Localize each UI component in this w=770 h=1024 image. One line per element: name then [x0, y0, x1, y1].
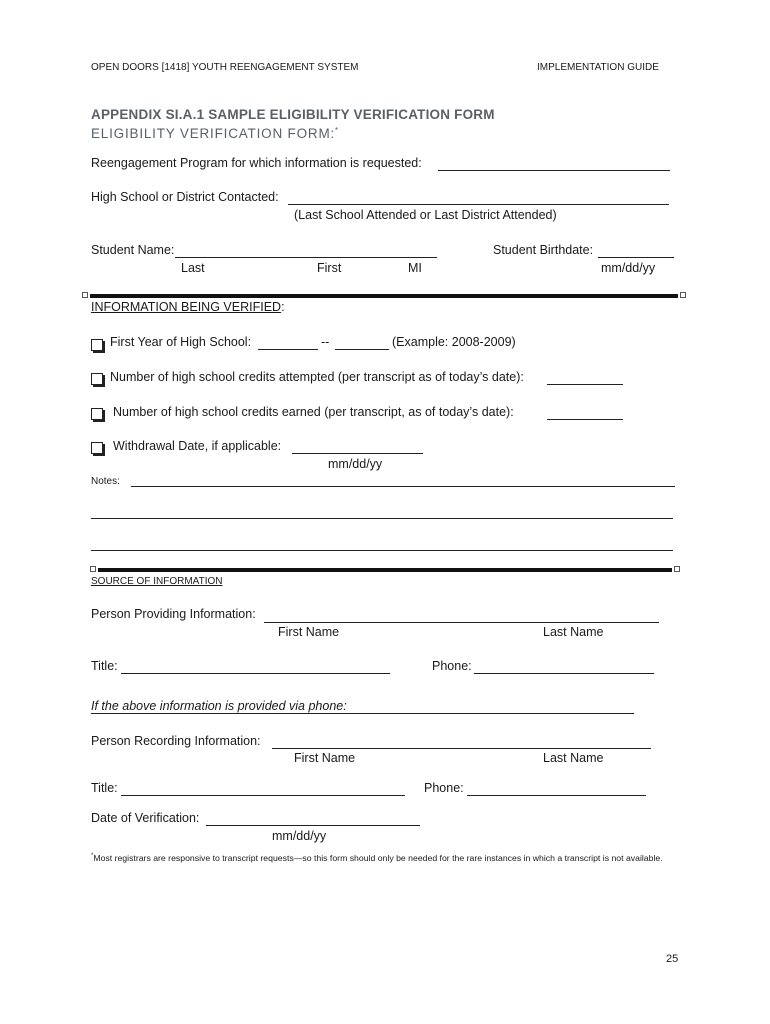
notes-label: Notes: [91, 476, 120, 487]
credits-earned-checkbox[interactable] [91, 408, 103, 420]
verification-date-format: mm/dd/yy [272, 829, 327, 843]
page-number: 25 [666, 953, 679, 965]
first-year-example: (Example: 2008-2009) [392, 335, 516, 349]
recorder-label: Person Recording Information: [91, 734, 261, 748]
name-first-caption: First [317, 261, 342, 275]
name-last-caption: Last [181, 261, 205, 275]
provider-last-caption: Last Name [543, 625, 604, 639]
form-subtitle: ELIGIBILITY VERIFICATION FORM: [91, 126, 336, 142]
credits-attempted-checkbox[interactable] [91, 373, 103, 385]
withdrawal-input[interactable] [292, 453, 423, 454]
provider-label: Person Providing Information: [91, 607, 256, 621]
verification-date-input[interactable] [206, 825, 420, 826]
recorder-phone-label: Phone: [424, 781, 464, 795]
student-name-input[interactable] [175, 257, 437, 258]
phone-note-label: If the above information is provided via phone: [91, 699, 347, 713]
first-year-end-input[interactable] [335, 349, 389, 350]
program-label: Reengagement Program for which information is requested: [91, 156, 422, 170]
section-divider [98, 568, 672, 572]
phone-note-underline [91, 713, 634, 714]
section-divider [90, 294, 678, 298]
withdrawal-checkbox[interactable] [91, 442, 103, 454]
birthdate-format: mm/dd/yy [601, 261, 656, 275]
name-mi-caption: MI [408, 261, 422, 275]
header-left: OPEN DOORS [1418] YOUTH REENGAGEMENT SYSTEM [91, 62, 359, 73]
school-hint: (Last School Attended or Last District Attended) [294, 208, 557, 222]
notes-line-2[interactable] [91, 518, 673, 519]
credits-attempted-label: Number of high school credits attempted (per transcript as of today’s date): [110, 370, 524, 384]
withdrawal-format: mm/dd/yy [328, 457, 383, 471]
first-year-label: First Year of High School: [110, 335, 252, 349]
credits-earned-label: Number of high school credits earned (per transcript, as of today’s date): [113, 405, 514, 419]
recorder-title-input[interactable] [121, 795, 405, 796]
school-input[interactable] [288, 204, 669, 205]
source-heading: SOURCE OF INFORMATION [91, 576, 223, 587]
withdrawal-label: Withdrawal Date, if applicable: [113, 439, 282, 453]
credits-attempted-input[interactable] [547, 384, 623, 385]
header-right: IMPLEMENTATION GUIDE [537, 62, 659, 73]
first-year-start-input[interactable] [258, 349, 318, 350]
recorder-title-label: Title: [91, 781, 118, 795]
verified-heading-colon: : [281, 300, 285, 314]
recorder-last-caption: Last Name [543, 751, 604, 765]
footnote [91, 850, 671, 865]
recorder-phone-input[interactable] [467, 795, 646, 796]
birthdate-input[interactable] [598, 257, 674, 258]
provider-first-caption: First Name [278, 625, 340, 639]
first-year-checkbox[interactable] [91, 339, 103, 351]
verification-date-label: Date of Verification: [91, 811, 200, 825]
page-title: APPENDIX SI.A.1 SAMPLE ELIGIBILITY VERIFICATION FORM [91, 107, 495, 122]
first-year-dash: -- [321, 335, 330, 349]
provider-input[interactable] [264, 622, 659, 623]
footnote-text: Most registrars are responsive to transcript requests—so this form should only be needed for the rare instances in which a transcript is not available. [93, 852, 663, 863]
provider-phone-input[interactable] [474, 673, 654, 674]
recorder-input[interactable] [272, 748, 651, 749]
verified-heading: INFORMATION BEING VERIFIED [91, 300, 282, 314]
student-name-label: Student Name: [91, 243, 175, 257]
recorder-first-caption: First Name [294, 751, 356, 765]
footnote-mark: * [91, 853, 94, 859]
program-input[interactable] [438, 170, 670, 171]
subtitle-footnote-mark: * [335, 126, 339, 135]
notes-line-1[interactable] [131, 486, 675, 487]
birthdate-label: Student Birthdate: [493, 243, 594, 257]
notes-line-3[interactable] [91, 550, 673, 551]
credits-earned-input[interactable] [547, 419, 623, 420]
provider-phone-label: Phone: [432, 659, 472, 673]
provider-title-label: Title: [91, 659, 118, 673]
provider-title-input[interactable] [121, 673, 390, 674]
school-label: High School or District Contacted: [91, 190, 279, 204]
